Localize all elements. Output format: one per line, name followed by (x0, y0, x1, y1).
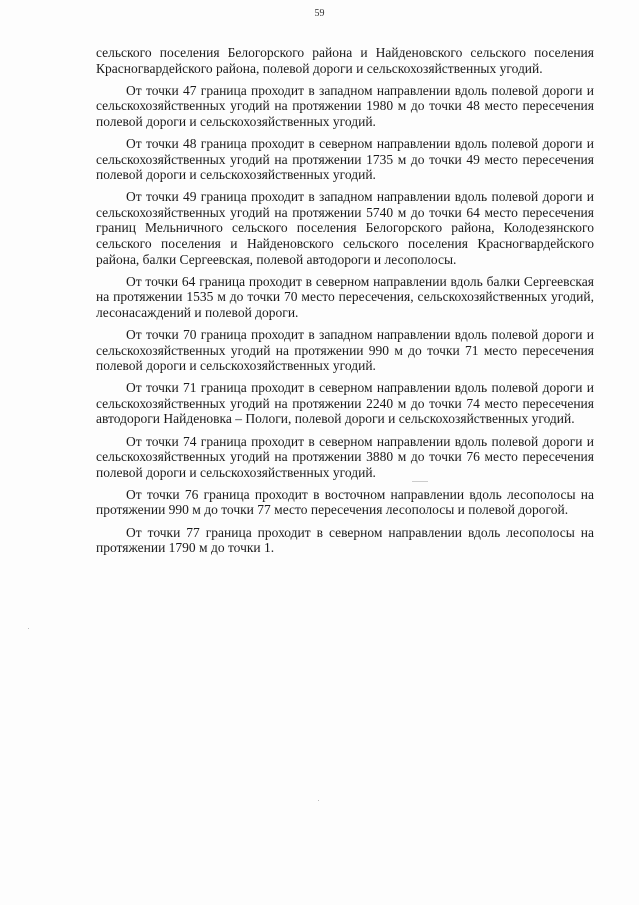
paragraph: От точки 74 граница проходит в северном направлении вдоль полевой дороги и сельскохозяйственных угодий на протяжении 3880 м до точки 76 место пересечения полевой дороги и сельскохозяйственных угодий. (96, 433, 594, 480)
paragraph: От точки 76 граница проходит в восточном направлении вдоль лесополосы на протяжении 990 м до точки 77 место пересечения лесополосы и полевой дорогой. (96, 486, 594, 518)
paragraph: От точки 47 граница проходит в западном направлении вдоль полевой дороги и сельскохозяйственных угодий на протяжении 1980 м до точки 48 место пересечения полевой дороги и сельскохозяйственных угодий. (96, 82, 594, 129)
paragraph: От точки 64 граница проходит в северном направлении вдоль балки Сергеевская на протяжении 1535 м до точки 70 место пересечения, сельскохозяйственных угодий, лесонасаждений и полевой дороги. (96, 273, 594, 320)
paragraph: сельского поселения Белогорского района и Найденовского сельского поселения Красногвардейского района, полевой дороги и сельскохозяйственных угодий. (96, 45, 594, 76)
document-body (96, 45, 594, 562)
scan-streak (412, 481, 428, 482)
paragraph: От точки 70 граница проходит в западном направлении вдоль полевой дороги и сельскохозяйственных угодий на протяжении 990 м до точки 71 место пересечения полевой дороги и сельскохозяйственных угодий. (96, 327, 594, 374)
paragraph: От точки 48 граница проходит в северном направлении вдоль полевой дороги и сельскохозяйственных угодий на протяжении 1735 м до точки 49 место пересечения полевой дороги и сельскохозяйственных угодий. (96, 135, 594, 183)
scan-speck (28, 628, 29, 629)
page-number: 59 (314, 8, 325, 19)
paragraph: От точки 49 граница проходит в западном направлении вдоль полевой дороги и сельскохозяйственных угодий на протяжении 5740 м до точки 64 место пересечения границ Мельничного сельского поселения Белогорского района, Колодезянского сельского поселения и Найденовского сельского поселения Красногвардейского района, балки Сергеевская, полевой автодороги и лесополосы. (96, 189, 594, 267)
paragraph: От точки 77 граница проходит в северном направлении вдоль лесополосы на протяжении 1790 м до точки 1. (96, 524, 594, 556)
paragraph: От точки 71 граница проходит в северном направлении вдоль полевой дороги и сельскохозяйственных угодий на протяжении 2240 м до точки 74 место пересечения автодороги Найденовка – Пологи, полевой дороги и сельскохозяйственных угодий. (96, 380, 594, 427)
scan-speck (318, 800, 319, 801)
